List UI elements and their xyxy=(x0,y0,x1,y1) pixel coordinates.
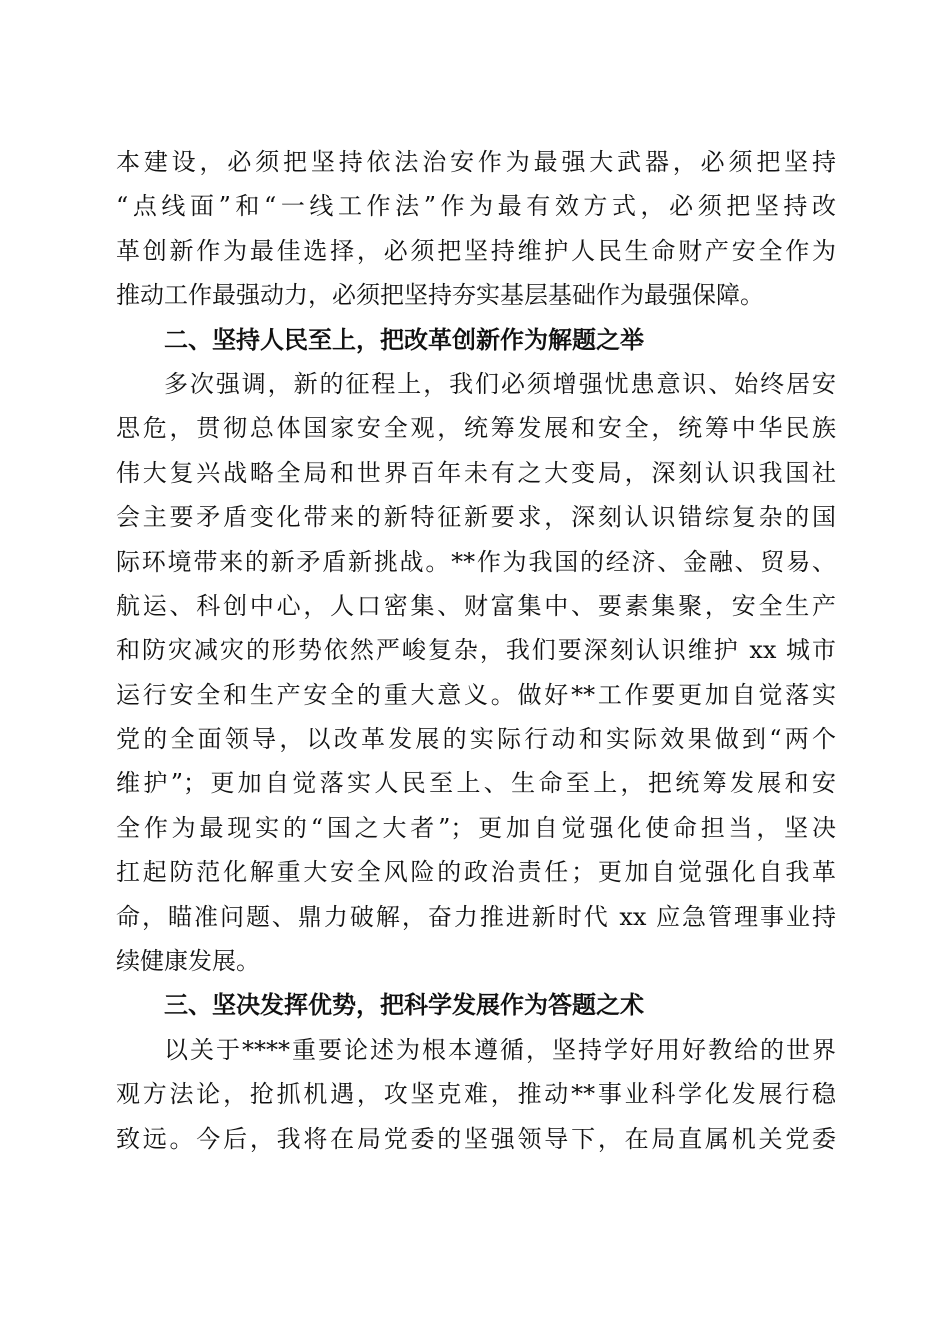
paragraph-line: 维护”；更加自觉落实人民至上、生命至上，把统筹发展和安 xyxy=(116,769,836,798)
paragraph-line: 航运、科创中心，人口密集、财富集中、要素集聚，安全生产 xyxy=(116,591,836,620)
paragraph-line: 扛起防范化解重大安全风险的政治责任；更加自觉强化自我革 xyxy=(116,858,836,887)
paragraph-line: 多次强调，新的征程上，我们必须增强忧患意识、始终居安 xyxy=(164,369,836,398)
section-heading-2: 二、坚持人民至上，把改革创新作为解题之举 xyxy=(164,324,644,354)
paragraph-line: 党的全面领导，以改革发展的实际行动和实际效果做到“两个 xyxy=(116,725,836,754)
paragraph-line: 运行安全和生产安全的重大意义。做好**工作要更加自觉落实 xyxy=(116,680,836,709)
paragraph-line: 致远。今后，我将在局党委的坚强领导下，在局直属机关党委 xyxy=(116,1124,836,1153)
paragraph-line: 推动工作最强动力，必须把坚持夯实基层基础作为最强保障。 xyxy=(116,281,764,310)
paragraph-line: 观方法论，抢抓机遇，攻坚克难，推动**事业科学化发展行稳 xyxy=(116,1080,836,1109)
paragraph-line: 革创新作为最佳选择，必须把坚持维护人民生命财产安全作为 xyxy=(116,236,836,265)
paragraph-line: 和防灾减灾的形势依然严峻复杂，我们要深刻认识维护 xx 城市 xyxy=(116,636,836,665)
paragraph-line: “点线面”和“一线工作法”作为最有效方式，必须把坚持改 xyxy=(116,192,836,221)
paragraph-line: 会主要矛盾变化带来的新特征新要求，深刻认识错综复杂的国 xyxy=(116,503,836,532)
paragraph-line: 思危，贯彻总体国家安全观，统筹发展和安全，统筹中华民族 xyxy=(116,414,836,443)
paragraph-line: 本建设，必须把坚持依法治安作为最强大武器，必须把坚持 xyxy=(116,148,836,176)
paragraph-line: 以关于****重要论述为根本遵循，坚持学好用好教给的世界 xyxy=(164,1035,836,1064)
paragraph-line: 命，瞄准问题、鼎力破解，奋力推进新时代 xx 应急管理事业持 xyxy=(116,902,836,931)
paragraph-line: 续健康发展。 xyxy=(116,947,260,976)
section-heading-3: 三、坚决发挥优势，把科学发展作为答题之术 xyxy=(164,990,644,1020)
document-body xyxy=(116,140,836,1161)
paragraph-line: 全作为最现实的“国之大者”；更加自觉强化使命担当，坚决 xyxy=(116,813,836,842)
paragraph-line: 伟大复兴战略全局和世界百年未有之大变局，深刻认识我国社 xyxy=(116,458,836,487)
paragraph-line: 际环境带来的新矛盾新挑战。**作为我国的经济、金融、贸易、 xyxy=(116,547,836,576)
